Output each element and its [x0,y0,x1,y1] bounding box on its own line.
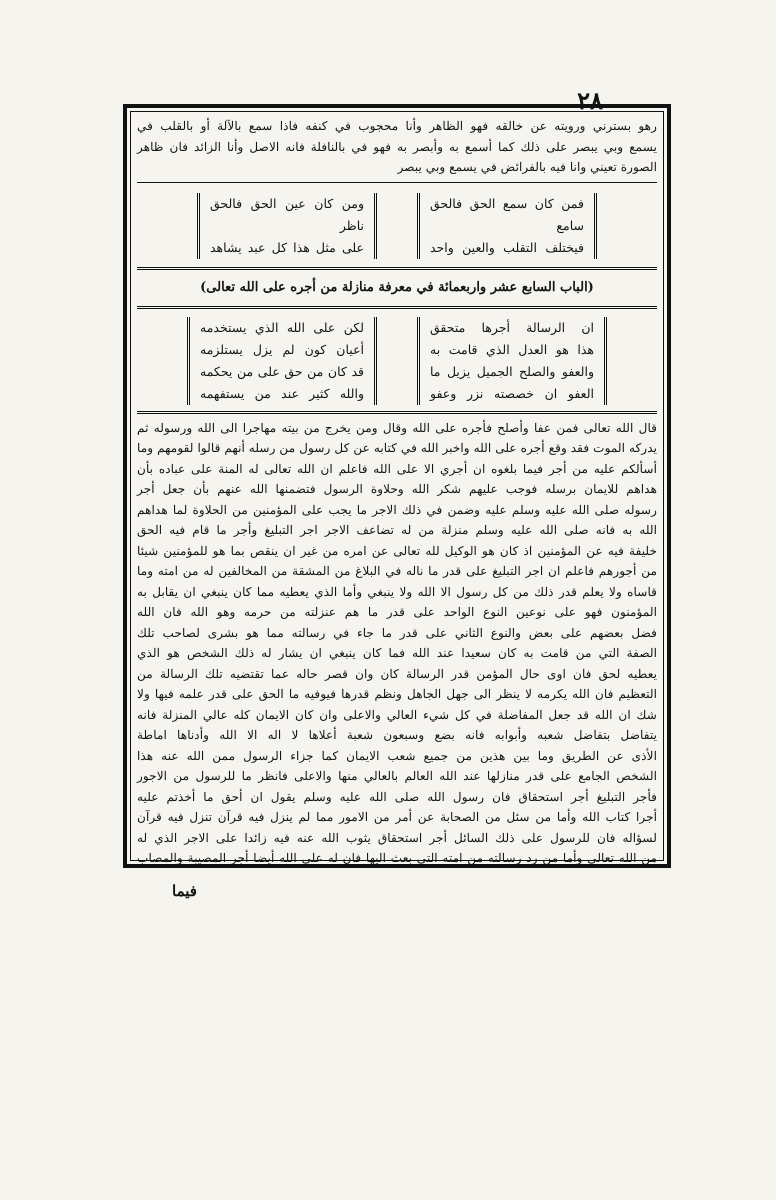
verse-column-left [197,193,377,259]
verse-column-right [417,193,597,259]
text-line: شك ان الله قد جعل المفاضلة في كل شيء العالي والاعلى وان كان الايمان كله عالي المنزلة فانه [137,707,657,722]
text-line: يسمع وبي يبصر على ذلك كما أسمع به وأبصر به فهو في بالنافلة فانه الاصل وأنا الزائد فان ظاهر [137,139,657,154]
text-line: من أجورهم فاعلم ان اجر التبليغ على قدر ما ناله في البلاغ من المشقة من المخالفين له من امته وما [137,564,657,578]
text-line: المؤمنون فهو على نوعين النوع الواحد على قدر ما هم عنزلته من حرمه وهو الله فان الله [137,605,657,619]
chapter-heading: (الباب السابع عشر واربعمائة في معرفة منازلة من أجره على الله تعالى) [200,279,594,295]
intro-paragraph [137,116,657,178]
text-line: قال الله تعالى فمن عفا وأصلح فأجره على الله وقال ومن يخرج من بيته مهاجرا الى الله ورسوله ثم [137,420,657,435]
text-line: الأذى عن الطريق وما بين هذين من جميع شعب الايمان كما جزاء الرسول ممن الله عنه هذا [137,748,657,763]
verse-line: فمن كان سمع الحق فالحق سامع [430,195,584,233]
poem-line: قد كان من حق على من يحكمه [200,363,364,379]
poem-line: ان الرسالة أجرها متحقق [430,319,594,335]
catchword: فيما [172,882,197,900]
verse-line: فيختلف التقلب والعين واحد [430,239,584,255]
text-line: يدركه الموت فقد وقع أجره على الله واخبر الله في كتابه عن كل رسول من رسله أنهم قالوا لقومهم وما [137,441,657,455]
page-number: ٢٨ [577,86,603,115]
divider [137,411,657,414]
divider [137,306,657,309]
poem-block [137,313,657,407]
poem-line: أعيان كون لم يزل يستلزمه [200,341,364,357]
text-line: التعظيم فان الله يكرمه لا ينظر الى جهل الجاهل ونظم قدرها فيوفيه ما الحق على قدر علمه فيها ولا [137,687,657,701]
poem-line: هذا هو العدل الذي قامت به [430,341,594,357]
text-line: أسألكم عليه من أجر فيما بلغوه ان أجري الا على الله فاعلم ان الله تعالى له المنة على عباده بأن [137,461,657,476]
text-line: يتفاضل بتفاضل شعبه وأبوابه فانه بضع وسبعون شعبة أعلاها لا اله الا الله وأدناها اماطة [137,728,657,742]
page-content [137,116,657,869]
poem-line: والعفو والصلح الجميل يزيل ما [430,363,594,379]
text-line: فأجر التبليغ أجر استحقاق فان رسول الله صلى الله عليه وسلم يقول ان أحق ما أخذتم عليه [137,789,657,804]
text-line: الله به فانه صلى الله عليه وسلم منزلة من له تضاعف الاجر اجر التبليغ وأجر ما قام فيه الحق [137,523,657,537]
text-line: فضل بعضهم على بعض والنوع الثاني على قدر ما جاء في رسالته مما هو بشرى لصاحب تلك [137,625,657,640]
text-line: الصفة التي من قامت به كان سعيدا عند الله فما كان ينبغي ان يشار له ذلك الشخص هو الذي [137,646,657,660]
poem-line: العفو ان خصصته نزر وعفو [430,385,594,401]
divider [137,182,657,183]
text-line: رهو بسترني ورويته عن خالقه فهو الظاهر وأنا محجوب في كنفه فاذا سمع بالآلة أو بالقلب في [137,119,657,133]
verse-block [137,187,657,263]
verse-line: ومن كان عين الحق فالحق ناظر [210,195,364,233]
text-line: يعطيه لحق فان اوى حال المؤمن قدر الرسالة كان وان قصر حاله عما تقتضيه تلك الرسالة من [137,666,657,681]
text-line: لسؤاله فان للرسول على ذلك السائل أجر استحقاق يثوب الله عنه فيه زائدا على الاجر الذي له [137,830,657,845]
text-line: الصورة تعيني وانا فيه بالفرائض في يسمع وبي يبصر [397,160,657,174]
poem-line: لكن على الله الذي يستخدمه [200,319,364,335]
text-line: رسوله صلى الله عليه وسلم عليه وضمن في ذلك الاجر ما يجب على المؤمنين من الحلاوة لما هداهم [137,502,657,517]
text-line: هداهم للايمان برسله فوجب عليهم شكر الله وحلاوة الرسول فتضمنها الله عنهم بأن جعل أجر [137,482,657,496]
text-line: من الله تعالى وأما من رد رسالته من امته التي بعث اليها فان له على الله أيضا أجر المصيبة والمصاب [137,851,657,865]
poem-column-left [187,317,377,405]
text-line: أجرا كتاب الله وأما من سئل من الصحابة عن أمر من الامور مما لم ينزل فيه قرآن تنزل فيه قرآن [137,810,657,824]
poem-column-right [417,317,607,405]
poem-line: والله كثير عند من يستفهمه [200,385,364,401]
text-line: خليفة فيه عن المؤمنين اذ كان هو الوكيل لله تعالى عن امره من غير ان ينقص بما هو للمؤمنين شيئا [137,543,657,558]
text-line: قاساه ولا يعلم قدر ذلك من كل رسول الا الله ولا ينبغي وأما الذي يعطيه مما كان ينبغي ان يقابل به [137,584,657,599]
divider [137,267,657,270]
verse-line: على مثل هذا كل عبد يشاهد [210,239,364,255]
text-line: الشخص الجامع على قدر منازلها عند الله العالم بالعالي منها والاعلى فانظر ما للرسول من الاجور [137,769,657,783]
body-paragraph [137,418,657,869]
